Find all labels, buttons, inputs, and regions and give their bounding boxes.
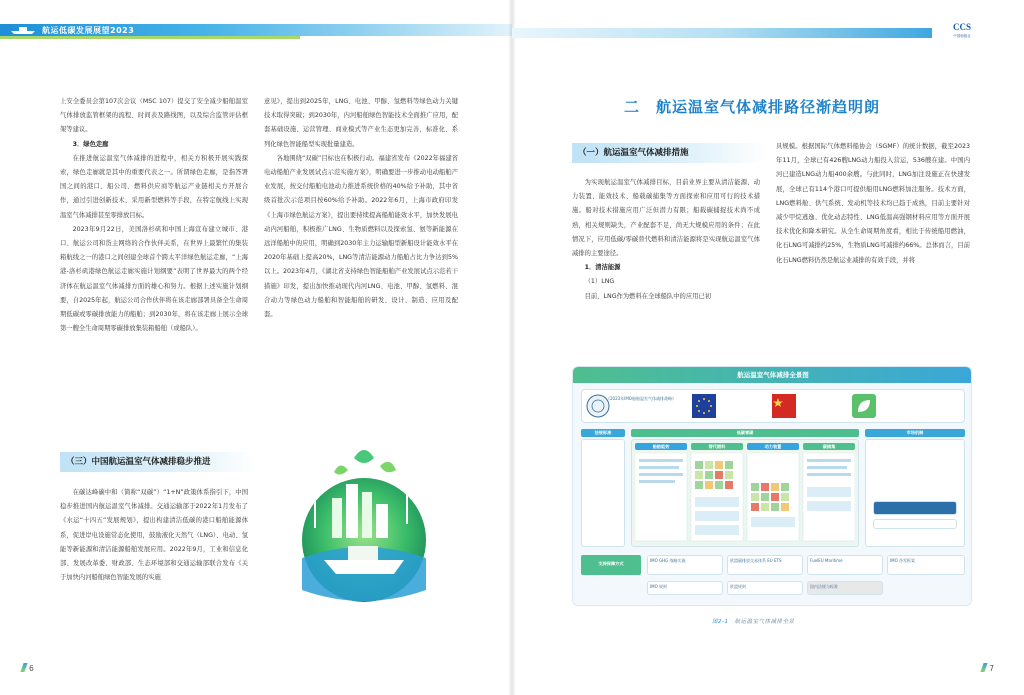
diagram-label-market: 市场机制 xyxy=(865,429,965,437)
diagram-footer-box: 欧盟规则 xyxy=(727,581,803,595)
ccs-logo-subtitle: 中国船级社 xyxy=(953,34,971,38)
diagram-sublabel: 替代燃料 xyxy=(691,443,743,450)
diagram-sublabel: 船舶能效 xyxy=(635,443,687,450)
figure-caption: 图2-1 航运温室气体减排全景 xyxy=(712,619,795,625)
right-column-2 xyxy=(776,140,970,268)
green-globe-illustration xyxy=(284,440,444,610)
subheading-clean-energy: 1．清洁能源 xyxy=(584,264,621,272)
paragraph: 各地围绕“双碳”目标也在积极行动。福建省发布《2022年福建省电动船舶产业发展试点示范实施方案》，明确要进一步推动电动船舶产业发展，按交付船舶电池动力推进系统价格的40%给予补助，其中省级首批次示范项目按60%给予补助。2022年6月，上海市政府印发《上海市绿色航运方案》，提出要持续提高船舶能效水平，加快发展电动内河船舶，积极推广LNG、生物质燃料以及探索氢、氨等新能源在远洋船舶中的应用，明确到2030年主力运输船型新船设计能效水平在2020年基础上提高20%，LNG等清洁能源动力船舶占比力争达到5%以上。2023年4月，《湖北省支持绿色智能船舶产业发展试点示范若干措施》印发，提出加快推动现代内河LNG、电池、甲醇、氢燃料、混合动力等绿色动力船舶和智能船舶的研发、设计、制造、应用及配套。 xyxy=(264,154,458,319)
left-column-2 xyxy=(264,95,458,322)
ship-icon xyxy=(10,26,36,34)
diagram-banner: 《2023年IMO船舶温室气体减排战略》 xyxy=(581,389,965,423)
header-bar-right xyxy=(512,28,932,38)
diagram-footer-box: 国内法规与标准 xyxy=(807,581,883,595)
diagram-sublabel: 动力装置 xyxy=(747,443,799,450)
subheading-lng: （1）LNG xyxy=(584,278,615,286)
right-page xyxy=(512,0,1024,695)
diagram-box-light xyxy=(873,519,957,529)
left-column-1 xyxy=(60,95,248,336)
diagram-label-support: 支持保障方式 xyxy=(581,555,641,575)
paragraph: 目前，LNG作为燃料在全球船队中的应用已初 xyxy=(584,292,712,300)
diagram-grid-matrix xyxy=(635,453,855,543)
ghg-reduction-panorama-diagram xyxy=(572,366,972,606)
diagram-bottom-box: FuelEU Maritime xyxy=(807,555,883,575)
diagram-box-regulation xyxy=(581,439,625,547)
diagram-bottom-box: IMO 净零框架 xyxy=(887,555,965,575)
paragraph: 意见》，提出到2025年，LNG、电池、甲醇、氢燃料等绿色动力关键技术取得突破；到2030年，内河船舶绿色智能技术全面推广应用，配套基础设施、运营管理、商业模式等产业生态更加完善，标准化、系列化绿色智能船型实现批量建造。 xyxy=(264,98,458,148)
eu-flag-icon xyxy=(692,394,716,418)
left-column-3 xyxy=(60,486,248,585)
diagram-title: 航运温室气体减排全景图 xyxy=(737,371,809,379)
diagram-label-low-zero-carbon: 低碳零碳 xyxy=(631,429,859,437)
green-leaf-icon xyxy=(852,394,876,418)
paragraph: 上安全委员会第107次会议（MSC 107）提交了安全减少船舶温室气体排放监管框架的流程、时间表及路线图，以及综合监管评估框架等建议。 xyxy=(60,98,248,134)
section-heading-china: （三）中国航运温室气体减排稳步推进 xyxy=(60,452,254,472)
page-number-left: 6 xyxy=(22,663,34,673)
paragraph: 具规模。根据国际气体燃料船协会（SGMF）的统计数据，截至2023年11月，全球已有426艘LNG动力船投入营运，536艘在建。中国内河已建造LNG动力船400余艘。与此同时，LNG加注设施正在快速发展，全球已有114个港口可提供船用LNG燃料加注服务。技术方面，LNG燃料舱、供气系统、发动机等技术均已趋于成熟，目前主要针对减少甲烷逃逸、优化动态特性、LNG低温高强钢材料应用等方面开展技术优化和降本研究。从全生命周期角度看，相比于传统船用燃油，化石LNG可减排约25%，生物质LNG可减排约66%。总体而言，目前化石LNG燃料仍然是航运业减排的有效手段，并将 xyxy=(776,143,970,264)
right-column-1 xyxy=(572,176,760,304)
diagram-bottom-box: 欧盟碳排放交易体系 EU ETS xyxy=(727,555,803,575)
diagram-bottom-box: IMO GHG 战略实施 xyxy=(647,555,723,575)
ccs-logo: CCS xyxy=(952,22,971,32)
diagram-box-dark xyxy=(873,501,957,515)
diagram-sublabel: 碳捕集 xyxy=(803,443,855,450)
paragraph: 在碳达峰碳中和（简称“双碳”）“1+N”政策体系指引下，中国稳步推进国内航运温室气体减排。交通运输部于2022年1月发布了《水运“十四五”发展规划》，提出构建清洁低碳的港口船舶能源体系，促进岸电设施常态化使用，鼓励液化天然气（LNG）、电动、氢能等新能源和清洁能源船舶发展应用。2022年9月，工业和信息化部、发展改革委、财政部、生态环境部和交通运输部联合发布《关于加快内河船舶绿色智能发展的实施 xyxy=(60,489,248,582)
header-title: 航运低碳发展展望2023 xyxy=(42,26,135,35)
paragraph: 2023年9月22日，美国洛杉矶和中国上海宣布建立城市、港口、航运公司和货主网络的合作伙伴关系，在世界上最繁忙的集装箱航线之一的港口之间创建全球首个跨太平洋绿色航运走廊，“上海港-洛杉矶港绿色航运走廊实施计划纲要”表明了世界最大的两个经济体在航运温室气体减排方面的雄心和努力。根据上述实施计划纲要，自2025年起，航运公司合作伙伴将在该走廊部署具备全生命周期低碳或零碳排放能力的船舶；到2030年，将在该走廊上展示全球第一艘全生命周期零碳排放集装箱船舶（或船队）。 xyxy=(60,225,248,333)
chapter-title: 二 航运温室气体减排路径渐趋明朗 xyxy=(624,98,881,116)
china-flag-icon xyxy=(772,394,796,418)
page-number-right: 7 xyxy=(982,663,994,673)
diagram-label-regulation: 法规标准 xyxy=(581,429,625,437)
diagram-box-market xyxy=(865,439,965,547)
diagram-footer-box: IMO 规则 xyxy=(647,581,723,595)
paragraph: 为实现航运温室气体减排目标，目前业界主要从清洁能源、动力装置、能效技术、船载碳捕集等方面探索和应用可行的技术措施。船对技术措施应用广泛但潜力有限；船载碳捕捉技术尚不成熟，相关规则缺失，产业配套不足，尚无大规模应用的条件；在此情况下，应用低碳/零碳替代燃料和清洁能源将是实现航运温室气体减排的主要途径。 xyxy=(572,179,760,258)
section-heading-measures: （一）航运温室气体减排措施 xyxy=(572,143,766,163)
subheading-green-corridor: 3．绿色走廊 xyxy=(72,140,109,148)
paragraph: 在推进航运温室气体减排的进程中，相关方积极开展实践探索，绿色走廊就是其中的重要代表之一。所谓绿色走廊，是指答署国之间的港口、船公司、燃料供应商等航运产业链相关方开展合作，通过引进创新技术、采用新型燃料等手段，在特定航线上实现温室气体减排甚至零排放目标。 xyxy=(60,154,248,219)
